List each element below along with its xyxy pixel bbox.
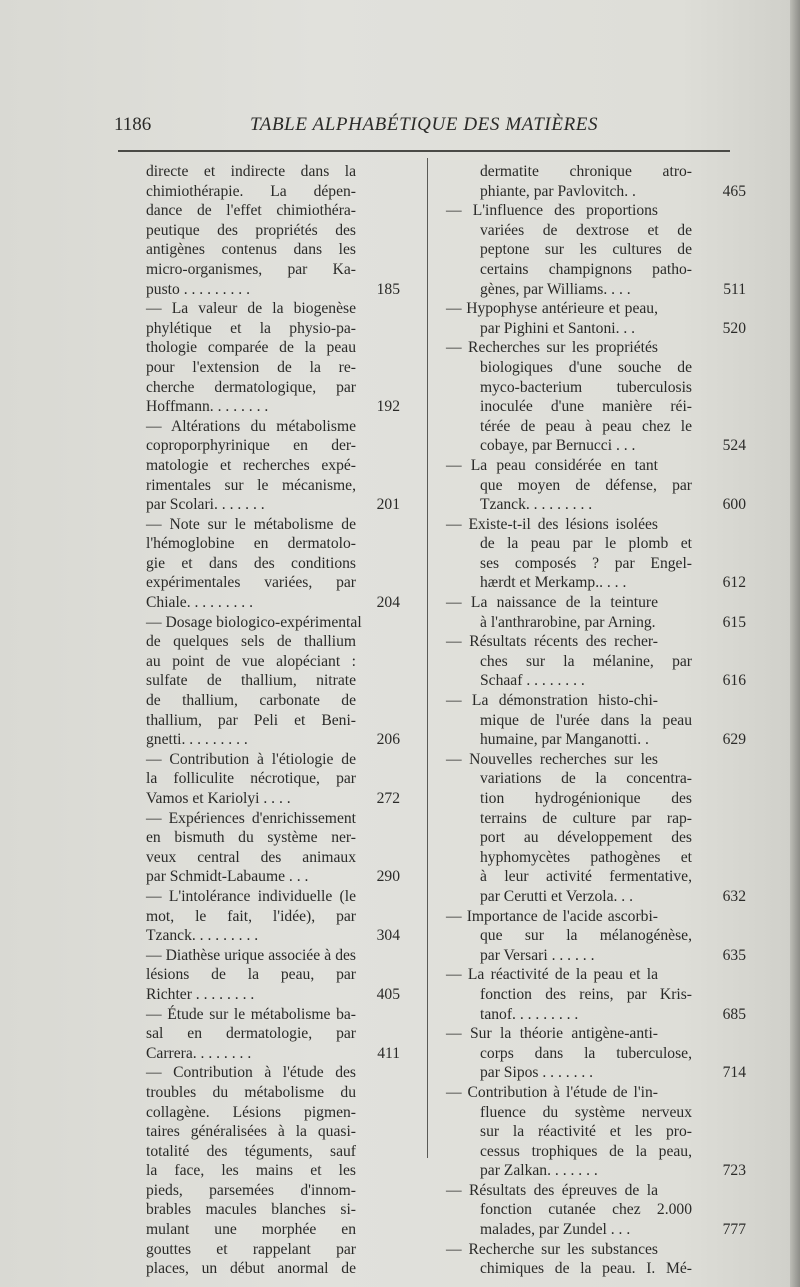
index-line: [110, 789, 398, 809]
index-line: [446, 671, 746, 691]
index-line: [446, 1200, 732, 1220]
index-page-ref: 777: [722, 1221, 746, 1239]
index-line-text: cessus trophiques de la peau,: [480, 1142, 692, 1160]
index-line-text: hyphomycètes pathogènes et: [480, 848, 692, 866]
left-column: [110, 162, 398, 1279]
index-line: [446, 769, 732, 789]
index-line-text: — Sur la théorie antigène-anti-: [446, 1025, 658, 1043]
index-line: [446, 730, 746, 750]
index-page-ref: 615: [722, 613, 746, 631]
index-line-text: coproporphyrinique en der-: [146, 437, 356, 455]
index-line: [446, 691, 732, 711]
index-line: [110, 201, 398, 221]
index-line-text: chimiothérapie. La dépen-: [146, 182, 356, 200]
index-line: [446, 809, 732, 829]
index-line-text: par Sipos . . . . . . .: [480, 1064, 594, 1082]
index-line: [110, 495, 398, 515]
index-line: [110, 1142, 398, 1162]
index-line: [110, 907, 398, 927]
index-line: [110, 730, 398, 750]
index-line-text: — Nouvelles recherches sur les: [446, 750, 658, 768]
index-line: [110, 280, 398, 300]
index-line-text: variations de la concentra-: [480, 770, 692, 788]
index-line-text: que moyen de défense, par: [480, 476, 692, 494]
index-line: [110, 632, 398, 652]
index-line-text: port au développement des: [480, 829, 692, 847]
index-line: [110, 750, 398, 770]
index-line-text: corps dans la tuberculose,: [480, 1044, 692, 1062]
index-line-text: — Altérations du métabolisme: [146, 417, 356, 435]
index-line-text: gie et dans des conditions: [146, 554, 356, 572]
index-line-text: — Recherches sur les propriétés: [446, 339, 658, 357]
index-line: [446, 593, 732, 613]
index-line: [446, 240, 732, 260]
index-line: [446, 1240, 732, 1260]
index-line-text: que sur la mélanogénèse,: [480, 927, 692, 945]
index-line: [110, 965, 398, 985]
index-line-text: veux central des animaux: [146, 848, 356, 866]
index-page-ref: 511: [723, 280, 746, 298]
index-line: [110, 1063, 398, 1083]
index-line-text: térée de peau à peau chez le: [480, 417, 692, 435]
index-page-ref: 185: [376, 280, 400, 298]
index-line: [110, 338, 398, 358]
index-line: [446, 436, 746, 456]
index-line-text: — Diathèse urique associée à des: [146, 946, 356, 964]
index-line: [110, 1005, 398, 1025]
index-line-text: en bismuth du système ner-: [146, 829, 356, 847]
index-line: [446, 476, 732, 496]
index-line: [446, 632, 732, 652]
index-line: [110, 1103, 398, 1123]
index-line-text: pusto . . . . . . . . .: [146, 280, 250, 298]
index-line-text: cobaye, par Bernucci . . .: [480, 437, 636, 455]
index-line-text: peptone sur les cultures de: [480, 241, 692, 259]
index-line: [110, 436, 398, 456]
page-number: 1186: [114, 114, 152, 135]
index-line: [446, 358, 732, 378]
index-page-ref: 616: [722, 672, 746, 690]
index-line: [110, 711, 398, 731]
index-line-text: malades, par Zundel . . .: [480, 1221, 631, 1239]
page-header: [114, 114, 614, 142]
index-line-text: gènes, par Williams. . . .: [480, 280, 631, 298]
index-line: [110, 887, 398, 907]
index-line: [446, 1063, 746, 1083]
index-line-text: thologie comparée de la peau: [146, 339, 356, 357]
index-line-text: phiante, par Pavlovitch. .: [480, 182, 636, 200]
index-line-text: sal en dermatologie, par: [146, 1025, 356, 1043]
index-line: [110, 867, 398, 887]
index-page-ref: 206: [376, 731, 400, 749]
index-line-text: — La valeur de la biogenèse: [146, 300, 356, 318]
index-line-text: — Résultats récents des recher-: [446, 633, 658, 651]
index-line: [110, 182, 398, 202]
index-line-text: Richter . . . . . . . .: [146, 985, 255, 1003]
index-line-text: la folliculite nécrotique, par: [146, 770, 356, 788]
index-line: [446, 280, 746, 300]
index-line: [110, 397, 398, 417]
index-line-text: par Versari . . . . . .: [480, 946, 595, 964]
index-line-text: — Note sur le métabolisme de: [146, 515, 356, 533]
index-line: [446, 1161, 746, 1181]
index-line-text: mulant une morphée en: [146, 1221, 356, 1239]
index-line: [446, 515, 732, 535]
index-page-ref: 524: [722, 437, 746, 455]
index-line-text: — La peau considérée en tant: [446, 456, 658, 474]
index-line: [446, 985, 732, 1005]
index-line: [110, 476, 398, 496]
index-line-text: brables macules blanches si-: [146, 1201, 356, 1219]
index-line-text: — Étude sur le métabolisme ba-: [146, 1005, 356, 1023]
index-line-text: fonction cutanée chez 2.000: [480, 1201, 692, 1219]
index-line: [110, 769, 398, 789]
index-line-text: dance de l'effet chimiothéra-: [146, 202, 356, 220]
index-line: [446, 378, 732, 398]
index-line: [110, 515, 398, 535]
index-line: [446, 417, 732, 437]
index-page-ref: 520: [722, 319, 746, 337]
index-page-ref: 304: [376, 927, 400, 945]
index-line: [110, 671, 398, 691]
index-line: [446, 711, 732, 731]
index-line-text: de la peau par le plomb et: [480, 535, 692, 553]
index-line: [110, 1083, 398, 1103]
index-page-ref: 290: [376, 868, 400, 886]
index-page-ref: 632: [722, 887, 746, 905]
index-line: [446, 1142, 732, 1162]
index-line: [110, 319, 398, 339]
index-line: [110, 378, 398, 398]
index-page-ref: 635: [722, 946, 746, 964]
index-line-text: — Existe-t-il des lésions isolées: [446, 515, 658, 533]
index-line-text: dermatite chronique atro-: [480, 163, 692, 180]
index-line-text: mique de l'urée dans la peau: [480, 711, 692, 729]
index-line: [110, 1161, 398, 1181]
index-line-text: pour l'extension de la re-: [146, 358, 356, 376]
index-page-ref: 600: [722, 496, 746, 514]
index-line-text: Chiale. . . . . . . . .: [146, 594, 253, 612]
index-line: [110, 809, 398, 829]
header-rule: [118, 150, 730, 152]
index-line-text: Tzanck. . . . . . . . .: [480, 496, 593, 514]
index-line-text: par Scolari. . . . . . .: [146, 496, 265, 514]
index-line-text: certains champignons patho-: [480, 260, 692, 278]
index-line-text: — Expériences d'enrichissement: [146, 809, 356, 827]
index-line-text: tanof. . . . . . . . .: [480, 1005, 579, 1023]
index-line-text: tion hydrogénionique des: [480, 790, 692, 807]
index-line: [446, 1044, 732, 1064]
index-line-text: ches sur la mélanine, par: [480, 652, 692, 670]
index-line: [446, 319, 746, 339]
column-divider: [427, 158, 428, 1158]
index-page-ref: 201: [376, 496, 400, 514]
index-line: [110, 828, 398, 848]
index-page-ref: 629: [722, 731, 746, 749]
running-title: TABLE ALPHABÉTIQUE DES MATIÈRES: [250, 114, 599, 135]
index-line: [110, 358, 398, 378]
index-line: [110, 162, 398, 182]
index-line-text: de quelques sels de thallium: [146, 633, 356, 651]
index-line: [110, 221, 398, 241]
index-line-text: troubles du métabolisme du: [146, 1083, 356, 1101]
index-line-text: directe et indirecte dans la: [146, 163, 356, 180]
index-line-text: taires généralisées à la quasi-: [146, 1123, 356, 1141]
index-line: [446, 1083, 732, 1103]
index-line: [446, 1220, 746, 1240]
index-line: [110, 1122, 398, 1142]
index-line: [110, 417, 398, 437]
index-line: [110, 1181, 398, 1201]
index-line: [110, 985, 398, 1005]
index-line: [110, 946, 398, 966]
index-line: [110, 848, 398, 868]
index-page-ref: 723: [722, 1162, 746, 1180]
index-line: [446, 299, 732, 319]
index-line: [110, 926, 398, 946]
index-line-text: sur la réactivité et les pro-: [480, 1123, 692, 1141]
index-line: [446, 907, 732, 927]
index-line: [446, 182, 746, 202]
index-line-text: rimentales sur le mécanisme,: [146, 476, 356, 494]
index-line: [446, 162, 732, 182]
index-line-text: phylétique et la physio-pa-: [146, 319, 356, 337]
index-line: [446, 887, 746, 907]
index-line-text: sulfate de thallium, nitrate: [146, 672, 356, 690]
index-line-text: — L'influence des proportions: [446, 202, 658, 220]
index-page-ref: 714: [722, 1064, 746, 1082]
index-line-text: fluence du système nerveux: [480, 1103, 692, 1121]
index-line: [110, 1259, 398, 1279]
index-line-text: expérimentales variées, par: [146, 574, 356, 592]
index-line: [446, 1024, 732, 1044]
index-line-text: — Recherche sur les substances: [446, 1240, 658, 1258]
index-line: [446, 1259, 732, 1279]
index-line-text: variées de dextrose et de: [480, 221, 692, 239]
index-line: [110, 1220, 398, 1240]
index-line: [110, 1024, 398, 1044]
index-line-text: — Résultats des épreuves de la: [446, 1181, 658, 1199]
index-line: [110, 554, 398, 574]
index-line-text: au point de vue alopéciant :: [146, 652, 356, 670]
index-line: [110, 240, 398, 260]
index-line-text: mot, le fait, l'idée), par: [146, 907, 356, 925]
index-line: [446, 1005, 746, 1025]
index-line-text: — Hypophyse antérieure et peau,: [446, 300, 658, 318]
index-line-text: micro-organismes, par Ka-: [146, 260, 356, 278]
index-line: [110, 691, 398, 711]
index-line: [110, 613, 398, 633]
index-line-text: gnetti. . . . . . . . .: [146, 731, 248, 749]
index-line: [110, 1240, 398, 1260]
index-line-text: hærdt et Merkamp.. . . .: [480, 574, 627, 592]
index-line: [446, 260, 732, 280]
index-line-text: biologiques d'une souche de: [480, 358, 692, 376]
index-line-text: l'hémoglobine en dermatolo-: [146, 535, 356, 553]
index-line-text: places, un début anormal de: [146, 1260, 356, 1278]
index-line: [446, 201, 732, 221]
index-line: [446, 554, 732, 574]
index-page-ref: 612: [722, 574, 746, 592]
right-column: [446, 162, 746, 1279]
index-line: [110, 456, 398, 476]
index-line-text: de thallium, carbonate de: [146, 692, 356, 710]
index-line-text: à l'anthrarobine, par Arning.: [480, 613, 656, 631]
index-line-text: — Contribution à l'étiologie de: [146, 750, 356, 768]
index-line: [446, 495, 746, 515]
index-line: [446, 652, 732, 672]
index-line-text: — La naissance de la teinture: [446, 594, 658, 612]
index-line: [446, 456, 732, 476]
index-line: [446, 848, 732, 868]
index-line: [110, 593, 398, 613]
index-line-text: — La démonstration histo-chi-: [446, 692, 658, 710]
index-line: [110, 573, 398, 593]
index-page-ref: 192: [376, 398, 400, 416]
index-line: [446, 221, 732, 241]
index-line-text: myco-bacterium tuberculosis: [480, 378, 692, 396]
index-line-text: Carrera. . . . . . . .: [146, 1044, 252, 1062]
index-line: [110, 299, 398, 319]
index-line-text: terrains de culture par rap-: [480, 809, 692, 827]
index-line: [110, 1200, 398, 1220]
index-line-text: la face, les mains et les: [146, 1162, 356, 1180]
index-line: [110, 534, 398, 554]
index-line: [446, 573, 746, 593]
index-line-text: à leur activité fermentative,: [480, 868, 692, 886]
index-line-text: par Pighini et Santoni. . .: [480, 319, 636, 337]
index-line: [110, 652, 398, 672]
index-line: [446, 338, 732, 358]
index-line-text: par Zalkan. . . . . . .: [480, 1162, 598, 1180]
index-line-text: Tzanck. . . . . . . . .: [146, 927, 259, 945]
index-line-text: — L'intolérance individuelle (le: [146, 887, 356, 905]
index-line-text: gouttes et rappelant par: [146, 1240, 356, 1258]
index-line-text: Vamos et Kariolyi . . . .: [146, 790, 291, 807]
index-line: [110, 260, 398, 280]
index-line-text: chimiques de la peau. I. Mé-: [480, 1260, 692, 1278]
index-line-text: ses composés ? par Engel-: [480, 554, 692, 572]
index-line-text: lésions de la peau, par: [146, 966, 356, 984]
index-line-text: humaine, par Manganotti. .: [480, 731, 649, 749]
index-line-text: — Dosage biologico-expérimental: [146, 613, 362, 631]
index-line-text: pieds, parsemées d'innom-: [146, 1181, 356, 1199]
index-line: [446, 1122, 732, 1142]
index-page-ref: 685: [722, 1005, 746, 1023]
index-page-ref: 411: [377, 1044, 400, 1062]
index-line: [446, 397, 732, 417]
index-line: [446, 965, 732, 985]
index-page-ref: 204: [376, 594, 400, 612]
index-line-text: antigènes contenus dans les: [146, 241, 356, 259]
index-line-text: par Schmidt-Labaume . . .: [146, 868, 309, 886]
index-page-ref: 405: [376, 985, 400, 1003]
index-line-text: totalité des téguments, sauf: [146, 1142, 356, 1160]
index-line: [110, 1044, 398, 1064]
index-line-text: peutique des propriétés des: [146, 221, 356, 239]
index-line: [446, 750, 732, 770]
index-line: [446, 613, 746, 633]
index-line-text: matologie et recherches expé-: [146, 456, 356, 474]
index-line-text: — Contribution à l'étude de l'in-: [446, 1083, 658, 1101]
index-line: [446, 1103, 732, 1123]
index-line: [446, 789, 732, 809]
index-line: [446, 828, 732, 848]
index-line-text: Hoffmann. . . . . . . .: [146, 398, 269, 416]
index-line-text: fonction des reins, par Kris-: [480, 985, 692, 1003]
index-line: [446, 534, 732, 554]
index-line: [446, 946, 746, 966]
index-line: [446, 1181, 732, 1201]
index-line-text: — Contribution à l'étude des: [146, 1064, 356, 1082]
index-line-text: inoculée d'une manière réi-: [480, 398, 692, 416]
index-line-text: par Cerutti et Verzola. . .: [480, 887, 633, 905]
index-line: [446, 926, 732, 946]
page-edge-shadow: [790, 0, 800, 1287]
index-page-ref: 272: [376, 790, 400, 807]
index-line-text: — Importance de l'acide ascorbi-: [446, 907, 658, 925]
index-line-text: collagène. Lésions pigmen-: [146, 1103, 356, 1121]
index-line-text: Schaaf . . . . . . . .: [480, 672, 585, 690]
index-line-text: cherche dermatologique, par: [146, 378, 356, 396]
index-line-text: — La réactivité de la peau et la: [446, 966, 658, 984]
index-line: [446, 867, 732, 887]
index-page-ref: 465: [722, 182, 746, 200]
index-line-text: thallium, par Peli et Beni-: [146, 711, 356, 729]
